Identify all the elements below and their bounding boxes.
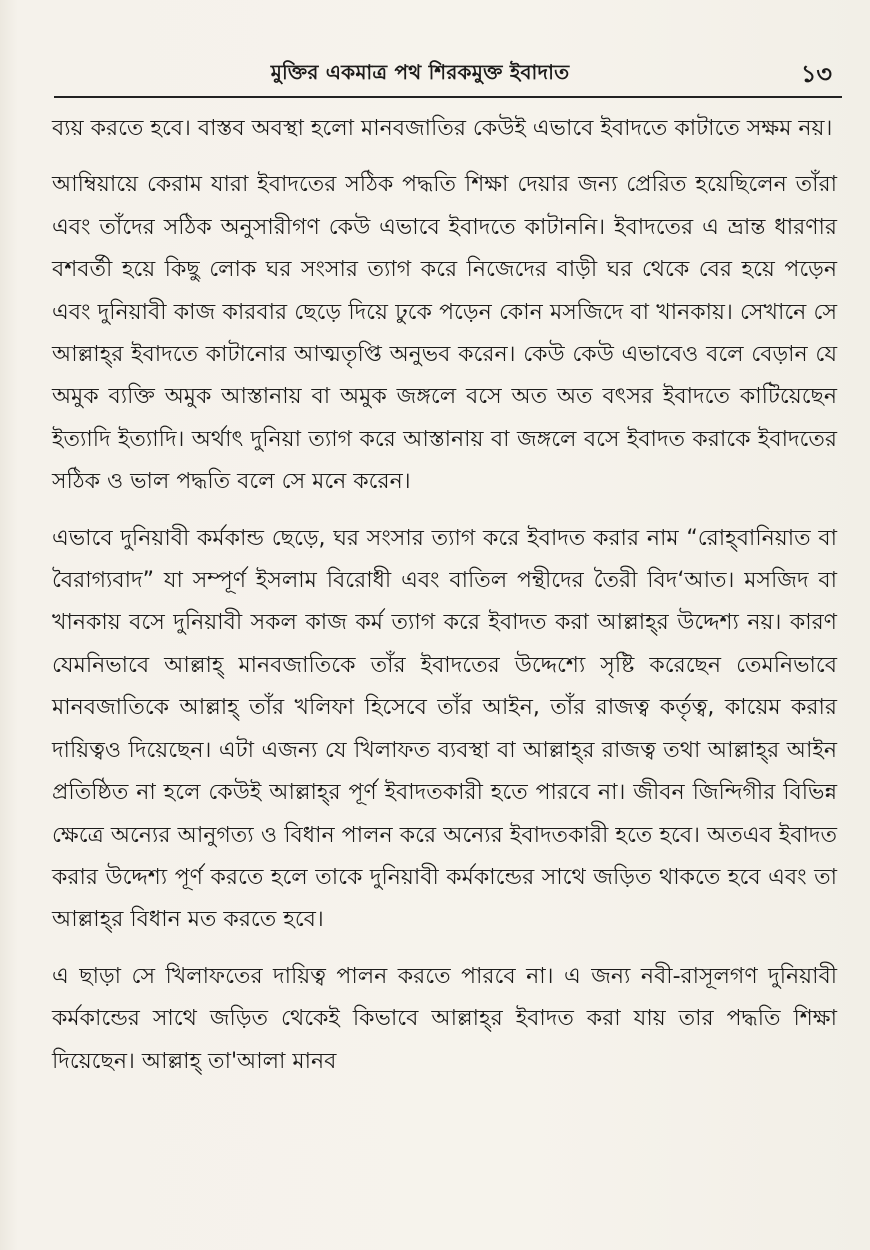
paragraph-4: এ ছাড়া সে খিলাফতের দায়িত্ব পালন করতে পারবে না। এ জন্য নবী-রাসূলগণ দুনিয়াবী কর্মকান্ডের সাথে জড়িত থেকেই কিভাবে আল্লাহ্‌র ইবাদত করা যায় তার পদ্ধতি শিক্ষা দিয়েছেন। আল্লাহ্‌ তা'আলা মানব: [52, 963, 837, 1074]
paragraph-1: ব্যয় করতে হবে। বাস্তব অবস্থা হলো মানবজাতির কেউই এভাবে ইবাদতে কাটাতে সক্ষম নয়।: [52, 116, 833, 141]
running-title: মুক্তির একমাত্র পথ শিরকমুক্ত ইবাদাত: [270, 60, 570, 84]
page-header: [0, 58, 870, 94]
header-divider: [54, 96, 842, 98]
page-number: ১৩: [800, 60, 832, 88]
paragraph-2: আম্বিয়ায়ে কেরাম যারা ইবাদতের সঠিক পদ্ধতি শিক্ষা দেয়ার জন্য প্রেরিত হয়েছিলেন তাঁরা এবং তাঁদের সঠিক অনুসারীগণ কেউ এভাবে ইবাদতে কাটাননি। ইবাদতের এ ভ্রান্ত ধারণার বশবর্তী হয়ে কিছু লোক ঘর সংসার ত্যাগ করে নিজেদের বাড়ী ঘর থেকে বের হয়ে পড়েন এবং দুনিয়াবী কাজ কারবার ছেড়ে দিয়ে ঢুকে পড়েন কোন মসজিদে বা খানকায়। সেখানে সে আল্লাহ্‌র ইবাদতে কাটানোর আত্মতৃপ্তি অনুভব করেন। কেউ কেউ এভাবেও বলে বেড়ান যে অমুক ব্যক্তি অমুক আস্তানায় বা অমুক জঙ্গলে বসে অত অত বৎসর ইবাদতে কাটিয়েছেন ইত্যাদি ইত্যাদি। অর্থাৎ দুনিয়া ত্যাগ করে আস্তানায় বা জঙ্গলে বসে ইবাদত করাকে ইবাদতের সঠিক ও ভাল পদ্ধতি বলে সে মনে করেন।: [52, 172, 837, 495]
body-text: [52, 108, 837, 1083]
paragraph-3: এভাবে দুনিয়াবী কর্মকান্ড ছেড়ে, ঘর সংসার ত্যাগ করে ইবাদত করার নাম “রোহ্‌বানিয়াত বা বৈরাগ্যবাদ” যা সম্পূর্ণ ইসলাম বিরোধী এবং বাতিল পন্থীদের তৈরী বিদ‘আত। মসজিদ বা খানকায় বসে দুনিয়াবী সকল কাজ কর্ম ত্যাগ করে ইবাদত করা আল্লাহ্‌র উদ্দেশ্য নয়। কারণ যেমনিভাবে আল্লাহ্‌ মানবজাতিকে তাঁর ইবাদতের উদ্দেশ্যে সৃষ্টি করেছেন তেমনিভাবে মানবজাতিকে আল্লাহ্‌ তাঁর খলিফা হিসেবে তাঁর আইন, তাঁর রাজত্ব কর্তৃত্ব, কায়েম করার দায়িত্বও দিয়েছেন। এটা এজন্য যে খিলাফত ব্যবস্থা বা আল্লাহ্‌র রাজত্ব তথা আল্লাহ্‌র আইন প্রতিষ্ঠিত না হলে কেউই আল্লাহ্‌র পূর্ণ ইবাদতকারী হতে পারবে না। জীবন জিন্দিগীর বিভিন্ন ক্ষেত্রে অন্যের আনুগত্য ও বিধান পালন করে অন্যের ইবাদতকারী হতে হবে। অতএব ইবাদত করার উদ্দেশ্য পূর্ণ করতে হলে তাকে দুনিয়াবী কর্মকান্ডের সাথে জড়িত থাকতে হবে এবং তা আল্লাহ্‌র বিধান মত করতে হবে।: [52, 525, 837, 933]
